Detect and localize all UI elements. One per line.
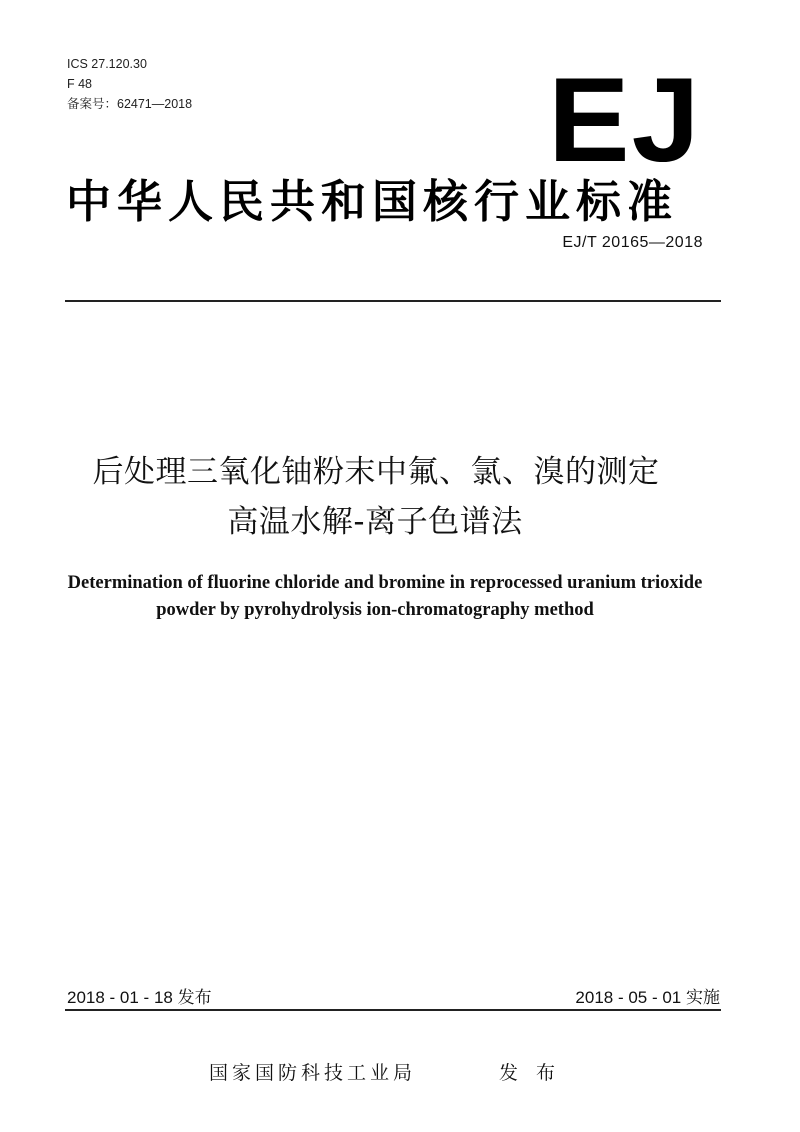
chinese-title-line-2: 高温水解-离子色谱法 (227, 504, 523, 540)
ccs-code: F 48 (67, 77, 93, 91)
issue-date-value: 2018 - 01 - 18 (67, 988, 173, 1007)
publish-label: 发 布 (499, 1062, 562, 1084)
english-title-line-2: powder by pyrohydrolysis ion-chromatography method (156, 600, 594, 620)
implementation-date-value: 2018 - 05 - 01 (575, 988, 682, 1007)
english-title-line-1: Determination of fluorine chloride and bromine in reprocessed uranium trioxide (67, 573, 703, 593)
header-meta (67, 54, 192, 114)
ej-logo: EJ (548, 53, 702, 187)
record-number: 备案号：62471—2018 (67, 97, 193, 111)
top-divider (65, 300, 721, 302)
ics-code: ICS 27.120.30 (67, 57, 147, 71)
publisher-name: 国家国防科技工业局 (209, 1062, 417, 1084)
standard-number: EJ/T 20165—2018 (562, 234, 703, 251)
issue-date (67, 987, 212, 1009)
implementation-date (575, 987, 720, 1009)
issue-date-label: 发布 (177, 988, 212, 1008)
bottom-divider (65, 1009, 721, 1011)
chinese-title-line-1: 后处理三氧化铀粉末中氟、氯、溴的测定 (92, 454, 660, 490)
implementation-date-label: 实施 (686, 988, 720, 1008)
standard-title: 中华人民共和国核行业标准 (66, 175, 679, 228)
